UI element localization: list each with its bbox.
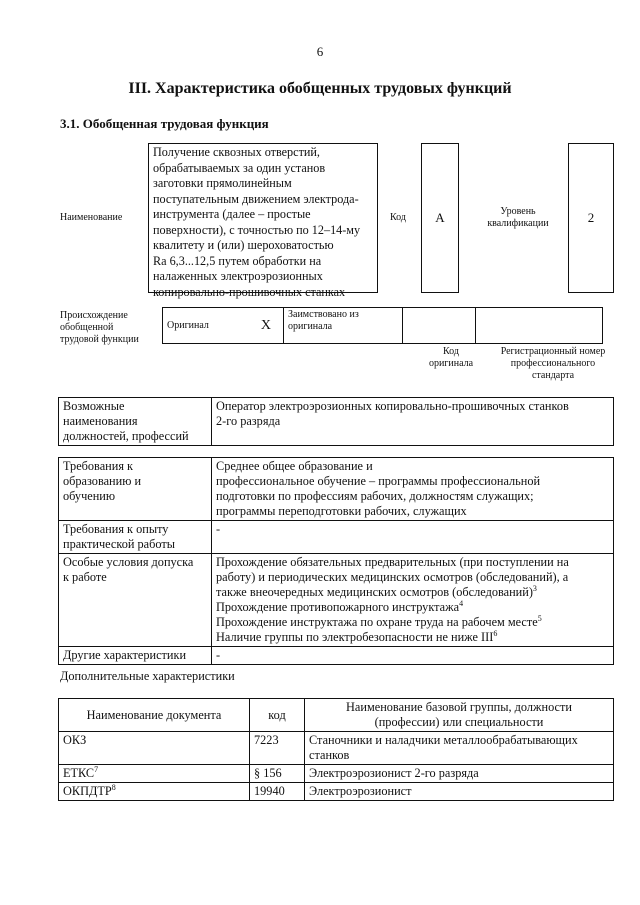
code-cell: 19940 <box>250 783 305 801</box>
education-label-line: образованию и <box>63 474 142 488</box>
conditions-value <box>212 554 614 647</box>
table-row <box>59 783 614 801</box>
reg-caption-line: стандарта <box>531 370 575 381</box>
function-name-line: инструмента (далее – простые <box>153 207 311 221</box>
function-name-line: обрабатываемых за один установ <box>153 160 326 175</box>
level-label-line: квалификации <box>487 218 549 229</box>
footnote-ref: 6 <box>493 628 498 638</box>
code-cell: 7223 <box>250 732 305 765</box>
education-label-line: обучению <box>63 489 116 503</box>
section-title: III. Характеристика обобщенных трудовых функций <box>128 80 512 97</box>
function-name-line: копировально-прошивочных станках <box>153 284 346 299</box>
function-name-line: поверхности), с точностью по 12–14-му <box>153 222 361 237</box>
other-label: Другие характеристики <box>59 647 212 665</box>
header-name-line: Наименование базовой группы, должности <box>346 700 572 714</box>
function-name-line: квалитету и (или) шероховатостью <box>153 238 334 252</box>
conditions-label-line: к работе <box>63 570 107 584</box>
table-row <box>59 765 614 783</box>
function-name-line: Ra 6,3...12,5 путем обработки на <box>153 253 322 268</box>
level-label <box>470 206 566 230</box>
positions-label-line: Возможные <box>63 399 125 413</box>
code-caption-line: Код <box>443 346 459 357</box>
reg-caption <box>488 346 618 382</box>
code-caption-line: оригинала <box>428 358 474 369</box>
reg-caption-line: Регистрационный номер <box>500 346 606 357</box>
conditions-value-line: Прохождение обязательных предварительных (при поступлении на <box>216 555 569 569</box>
reg-caption-line: профессионального <box>510 358 596 369</box>
code-cell: § 156 <box>250 765 305 783</box>
level-label-line: Уровень <box>500 206 536 217</box>
footnote-ref: 3 <box>532 583 537 593</box>
page-number: 6 <box>316 44 324 59</box>
level-value: 2 <box>587 210 595 225</box>
education-value <box>212 458 614 521</box>
code-value-box <box>421 143 459 293</box>
origin-label-line: трудовой функции <box>60 334 139 345</box>
header-name <box>305 699 614 732</box>
footnote-ref: 7 <box>94 764 99 774</box>
other-value: - <box>212 647 614 665</box>
positions-label-line: наименования <box>63 414 138 428</box>
positions-label <box>59 398 212 446</box>
level-value-box <box>568 143 614 293</box>
function-name-box <box>148 143 378 299</box>
function-name-line: заготовки прямолинейным <box>153 176 292 190</box>
doc-cell: ОКЗ <box>59 732 250 765</box>
doc-cell: ЕТКС$^7$ <box>59 765 250 783</box>
name-cell: Электроэрозионист <box>305 783 614 801</box>
experience-label-line: практической работы <box>63 537 175 551</box>
positions-label-line: должностей, профессий <box>63 429 189 443</box>
table-row <box>59 732 614 765</box>
borrowed-label-line: Заимствовано из <box>288 309 359 320</box>
origin-label-line: Происхождение <box>60 310 128 321</box>
borrowed-label <box>284 308 403 344</box>
name-label: Наименование <box>60 212 123 223</box>
education-value-line: профессиональное обучение – программы профессиональной <box>216 474 541 488</box>
conditions-value-line: работу) и периодических медицинских осмотров (обследований), а <box>216 570 569 584</box>
footnote-ref: 8 <box>111 782 116 792</box>
positions-value <box>212 398 614 446</box>
education-label-line: Требования к <box>63 459 134 473</box>
name-line: Станочники и наладчики металлообрабатывающих <box>309 733 578 747</box>
borrowed-label-line: оригинала <box>288 321 333 332</box>
education-value-line: программы переподготовки рабочих, служащих <box>216 504 467 518</box>
subsection-title: 3.1. Обобщенная трудовая функция <box>60 116 269 131</box>
experience-label-line: Требования к опыту <box>63 522 169 536</box>
conditions-value-line: также внеочередных медицинских осмотров (обследований)$^3$ <box>216 583 537 599</box>
function-name-line: Получение сквозных отверстий, <box>153 145 320 159</box>
header-doc: Наименование документа <box>59 699 250 732</box>
conditions-value-line: Наличие группы по электробезопасности не ниже III$^6$ <box>216 628 498 644</box>
original-mark: X <box>260 318 271 333</box>
footnote-ref: 5 <box>537 613 542 623</box>
education-value-line: подготовки по профессиям рабочих, должностям служащих; <box>216 489 534 503</box>
doc-cell: ОКПДТР$^8$ <box>59 783 250 801</box>
conditions-value-line: Прохождение противопожарного инструктажа$^4$ <box>216 598 464 614</box>
reg-number-cell <box>476 308 603 344</box>
conditions-label <box>59 554 212 647</box>
additional-table <box>58 698 614 801</box>
name-line: станков <box>309 748 350 762</box>
origin-label <box>60 310 139 346</box>
origin-table <box>162 307 603 344</box>
conditions-label-line: Особые условия допуска <box>63 555 194 569</box>
education-value-line: Среднее общее образование и <box>216 459 373 473</box>
code-value: А <box>435 210 445 225</box>
name-cell: Электроэрозионист 2-го разряда <box>305 765 614 783</box>
header-name-line: (профессии) или специальности <box>374 715 544 729</box>
education-label <box>59 458 212 521</box>
header-code: код <box>250 699 305 732</box>
code-caption <box>416 346 486 370</box>
positions-table <box>58 397 614 446</box>
original-code-cell <box>403 308 476 344</box>
footnote-ref: 4 <box>459 598 464 608</box>
experience-label <box>59 521 212 554</box>
positions-value-line: 2-го разряда <box>216 414 281 428</box>
conditions-value-line: Прохождение инструктажа по охране труда на рабочем месте$^5$ <box>216 613 542 629</box>
origin-label-line: обобщенной <box>60 322 114 333</box>
additional-title: Дополнительные характеристики <box>60 669 235 683</box>
function-name-line: налаженных электроэрозионных <box>153 269 323 283</box>
original-label: Оригинал X <box>163 308 284 344</box>
code-label: Код <box>390 212 406 223</box>
positions-value-line: Оператор электроэрозионных копировально-прошивочных станков <box>216 399 569 413</box>
function-name-line: поступательным движением электрода- <box>153 191 359 206</box>
name-cell <box>305 732 614 765</box>
experience-value: - <box>212 521 614 554</box>
requirements-table <box>58 457 614 665</box>
